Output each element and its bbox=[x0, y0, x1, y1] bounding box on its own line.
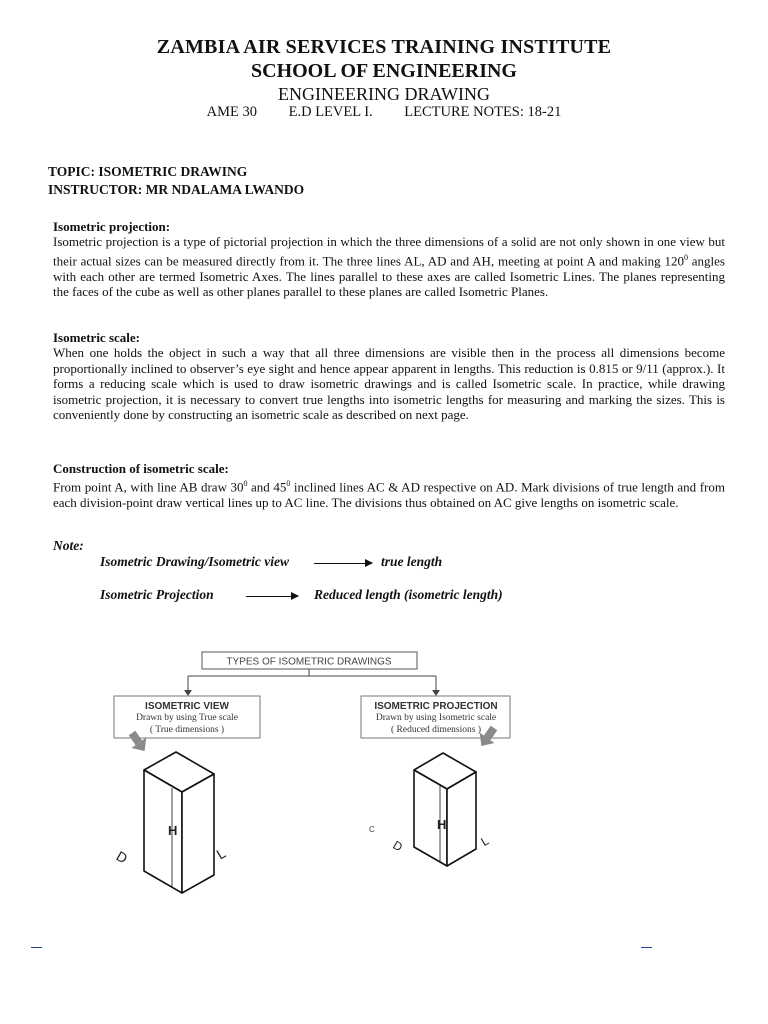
isometric-projection-line1: Drawn by using Isometric scale bbox=[375, 713, 497, 723]
course-level: E.D LEVEL I. bbox=[288, 104, 373, 120]
section-scale bbox=[53, 330, 725, 422]
section-body: When one holds the object in such a way that all three dimensions are visible then in the process all dimensions become proportionally inclined to observer’s eye sight and hence appear apparent in lengths. This reduction is 0.815 or 9/11 (approx.). It forms a reducing scale which is used to draw isometric drawings and is called Isometric scale. In practice, while drawing isometric projection, it is necessary to convert true lengths into isometric lengths for measuring and marking the sizes. This is conveniently done by constructing an isometric scale as described on next page. bbox=[53, 345, 725, 423]
section-body: From point A, with line AB draw $30^0$ and $45^0$ inclined lines AC & AD respective on AD. Mark divisions of true length and from each division-point draw vertical lines up to AC line. The divisions thus obtained on AC give lengths on isometric scale. bbox=[53, 479, 725, 511]
note-row2-left: Isometric Projection bbox=[100, 587, 214, 602]
isometric-view-line2: ( True dimensions ) bbox=[149, 725, 225, 735]
footer-mark bbox=[641, 947, 652, 948]
left-l-label: L bbox=[213, 844, 229, 863]
school-title: SCHOOL OF ENGINEERING bbox=[251, 60, 517, 82]
institute-title: ZAMBIA AIR SERVICES TRAINING INSTITUTE bbox=[156, 36, 612, 58]
isometric-projection-line2: ( Reduced dimensions ) bbox=[391, 725, 481, 735]
right-d-label: D bbox=[390, 837, 406, 855]
lecture-notes: LECTURE NOTES: 18-21 bbox=[404, 104, 562, 120]
note-row1-left: Isometric Drawing/Isometric view bbox=[100, 554, 289, 569]
right-prism bbox=[414, 753, 476, 866]
section-title: Construction of isometric scale: bbox=[53, 461, 229, 476]
note-row2-right: Reduced length (isometric length) bbox=[314, 587, 503, 602]
section-title: Isometric projection: bbox=[53, 219, 171, 234]
instructor-heading: INSTRUCTOR: MR NDALAMA LWANDO bbox=[48, 182, 305, 197]
arrow-icon bbox=[246, 596, 298, 597]
right-h-label: H bbox=[437, 817, 447, 832]
left-prism bbox=[144, 752, 214, 893]
subject-title: ENGINEERING DRAWING bbox=[277, 84, 491, 104]
left-h-label: H bbox=[168, 823, 178, 838]
arrow-icon bbox=[314, 563, 372, 564]
right-c-label: C bbox=[369, 825, 375, 834]
note-row1-right: true length bbox=[381, 554, 443, 569]
isometric-projection-title: ISOMETRIC PROJECTION bbox=[374, 701, 498, 712]
course-line bbox=[0, 104, 768, 121]
root-label: TYPES OF ISOMETRIC DRAWINGS bbox=[226, 656, 392, 668]
isometric-types-diagram bbox=[0, 640, 768, 910]
isometric-view-line1: Drawn by using True scale bbox=[136, 713, 238, 723]
section-projection bbox=[53, 219, 725, 299]
left-d-label: D bbox=[113, 847, 131, 867]
footer-mark bbox=[31, 947, 42, 948]
section-title: Isometric scale: bbox=[53, 330, 140, 345]
note-label: Note: bbox=[53, 538, 84, 553]
section-construction bbox=[53, 461, 725, 511]
course-code: AME 30 bbox=[206, 104, 257, 120]
right-l-label: L bbox=[478, 833, 492, 849]
isometric-view-title: ISOMETRIC VIEW bbox=[145, 701, 229, 712]
section-body: Isometric projection is a type of pictorial projection in which the three dimensions of a solid are not only shown in one view but their actual sizes can be measured directly from it. The three lines AL, AD and AH, meeting at point A and making $120^0$ angles with each other are termed Isometric Axes. The lines parallel to these axes are called Isometric Lines. The planes representing the faces of the cube as well as other planes parallel to these planes are called Isometric Planes. bbox=[53, 234, 725, 299]
topic-heading: TOPIC: ISOMETRIC DRAWING bbox=[48, 164, 248, 179]
